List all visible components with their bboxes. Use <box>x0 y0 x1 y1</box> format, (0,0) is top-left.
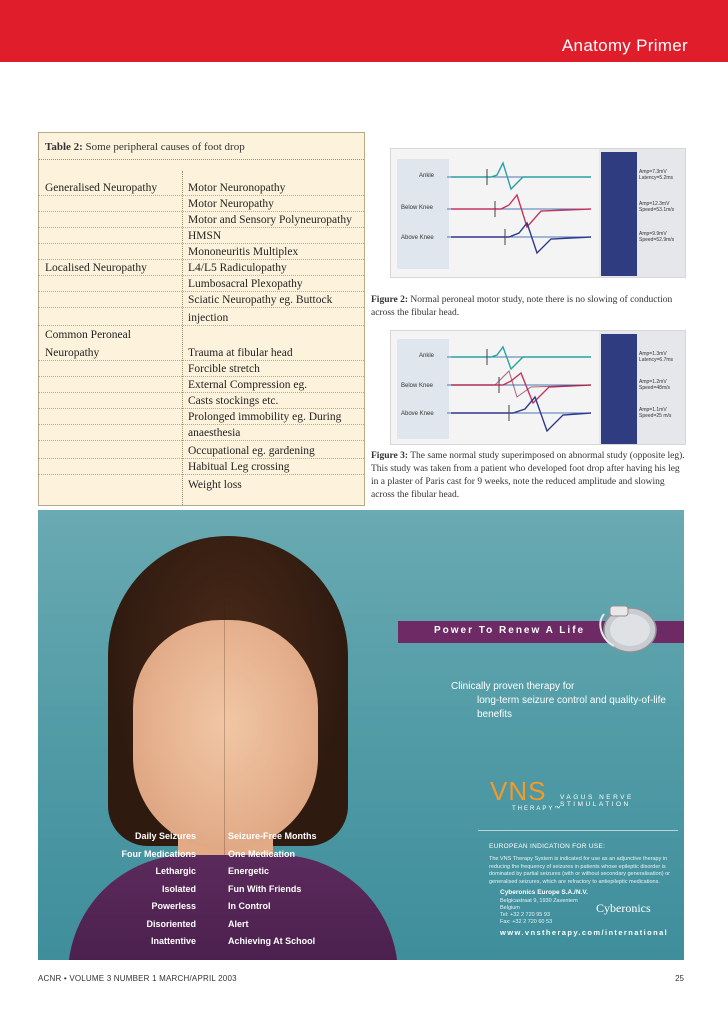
after-word: Alert <box>228 918 249 929</box>
trace-readout-ankle: Amp=7.3mV Latency=5.2ms <box>639 169 674 181</box>
before-word: Four Medications <box>121 848 196 859</box>
table-cell-cause: Motor Neuronopathy <box>188 182 286 194</box>
vns-therapy-advertisement <box>38 510 684 960</box>
table-cell-cause: anaesthesia <box>188 427 241 439</box>
indication-title: EUROPEAN INDICATION FOR USE: <box>489 843 606 850</box>
vns-logo <box>490 776 563 812</box>
figure-3-trace <box>390 330 686 445</box>
before-word: Powerless <box>151 901 196 911</box>
table-cell-category: Generalised Neuropathy <box>45 182 158 194</box>
table-caption <box>45 141 245 153</box>
pulse-generator-device-icon <box>596 600 660 656</box>
trace-readout-below-knee: Amp=12.3mV Speed=53.1m/s <box>639 201 675 213</box>
before-word: Isolated <box>161 883 196 894</box>
table-cell-cause: Sciatic Neuropathy eg. Buttock <box>188 294 333 306</box>
table-cell-cause: Motor Neuropathy <box>188 198 274 210</box>
page-number: 25 <box>675 974 684 983</box>
ad-divider <box>478 830 678 831</box>
figure-3-caption-text: The same normal study superimposed on abnormal study (opposite leg). This study was taken from a patient who developed foot drop after having his leg in a plaster of Paris cast for 9 weeks, note the reduced amplitude and slowing across the fibular head. <box>371 451 685 500</box>
indication-body: The VNS Therapy System is indicated for use as an adjunctive therapy in reducing the frequency of seizures in patients whose epileptic disorder is dominated by partial seizures (with or without secondary generalisation) or generalised seizures, which are refractory to antiepileptic medications. <box>489 856 670 885</box>
table-cell-cause: Forcible stretch <box>188 363 260 375</box>
figure-2-trace <box>390 148 686 278</box>
figure-2-caption-label: Figure 2: <box>371 295 409 305</box>
after-word: Seizure-Free Months <box>228 831 317 841</box>
before-word: Inattentive <box>150 936 196 946</box>
after-word: Achieving At School <box>228 936 316 946</box>
trace-readout-below-knee: Amp=1.2mV Speed=48m/s <box>639 379 670 391</box>
vns-logo-text: VNS <box>490 776 547 806</box>
section-title: Anatomy Primer <box>561 36 688 55</box>
nerve-conduction-trace <box>391 149 686 278</box>
header-bar <box>0 0 728 62</box>
cyberonics-logo: Cyberonics <box>596 901 651 915</box>
table-cell-cause: Habitual Leg crossing <box>188 461 290 473</box>
table-cell-cause: Occupational eg. gardening <box>188 445 315 457</box>
table-cell-cause: Casts stockings etc. <box>188 395 279 407</box>
before-word: Lethargic <box>155 866 196 876</box>
figure-2-caption <box>371 294 683 320</box>
trace-readout-ankle: Amp=1.3mV Latency=6.7ms <box>639 351 674 363</box>
trace-label-above-knee: Above Knee <box>401 235 434 241</box>
after-word: In Control <box>228 901 271 911</box>
after-word: Fun With Friends <box>228 883 302 894</box>
table-cell-category: Common Peroneal <box>45 329 131 341</box>
table-2 <box>38 132 365 506</box>
table-cell-cause: Mononeuritis Multiplex <box>188 246 299 258</box>
ad-tagline-line-1: Clinically proven therapy for <box>451 681 575 692</box>
trace-label-ankle: Ankle <box>419 353 435 359</box>
address-line: Fax: +32 2 720 60 53 <box>500 919 553 925</box>
table-cell-cause: L4/L5 Radiculopathy <box>188 262 287 274</box>
table-cell-cause: injection <box>188 312 229 324</box>
table-caption-text: Some peripheral causes of foot drop <box>85 141 245 153</box>
trace-label-below-knee: Below Knee <box>401 205 434 211</box>
ad-tagline <box>451 680 684 722</box>
company-name: Cyberonics Europe S.A./N.V. <box>500 889 588 896</box>
trace-label-ankle: Ankle <box>419 173 435 179</box>
portrait-split-line <box>224 600 225 860</box>
before-word: Daily Seizures <box>134 831 196 841</box>
after-words <box>228 828 317 951</box>
vns-logo-tagline: VAGUS NERVE STIMULATION <box>560 794 634 808</box>
address-line: Tel: +32 2 720 95 93 <box>500 912 550 918</box>
figure-3-caption-label: Figure 3: <box>371 451 409 461</box>
trace-readout-above-knee: Amp=9.9mV Speed=52.9m/s <box>639 231 675 243</box>
table-cell-cause: Prolonged immobility eg. During <box>188 411 342 423</box>
table-cell-category: Neuropathy <box>45 347 100 359</box>
ad-slogan: Power To Renew A Life <box>434 625 586 636</box>
table-cell-cause: Lumbosacral Plexopathy <box>188 278 303 290</box>
nerve-conduction-trace <box>391 331 686 445</box>
portrait-face <box>133 620 318 850</box>
before-words <box>121 828 196 951</box>
table-cell-cause: Weight loss <box>188 479 242 491</box>
trace-readout-above-knee: Amp=1.1mV Speed=25 m/s <box>639 407 672 419</box>
address-line: Belgicastraat 9, 1930 Zaventem <box>500 898 578 904</box>
table-cell-category: Localised Neuropathy <box>45 262 147 274</box>
table-cell-cause: External Compression eg. <box>188 379 308 391</box>
company-address <box>500 898 578 926</box>
table-cell-cause: HMSN <box>188 230 222 242</box>
figure-2-caption-text: Normal peroneal motor study, note there is no slowing of conduction across the fibular head. <box>371 295 673 318</box>
journal-footer: ACNR • VOLUME 3 NUMBER 1 MARCH/APRIL 2003 <box>38 974 237 983</box>
table-column-rule <box>182 171 183 505</box>
trace-label-above-knee: Above Knee <box>401 411 434 417</box>
vns-logo-subtext: THERAPY™ <box>512 806 563 812</box>
address-line: Belgium <box>500 905 520 911</box>
trace-label-below-knee: Below Knee <box>401 383 434 389</box>
table-header-rule <box>39 159 364 160</box>
after-word: One Medication <box>228 848 296 859</box>
before-word: Disoriented <box>146 918 196 929</box>
table-cell-cause: Trauma at fibular head <box>188 347 293 359</box>
after-word: Energetic <box>228 866 270 876</box>
ad-tagline-line-2: long-term seizure control and quality-of-life benefits <box>477 695 666 720</box>
table-caption-label: Table 2: <box>45 141 83 153</box>
figure-3-caption <box>371 450 685 502</box>
table-cell-cause: Motor and Sensory Polyneuropathy <box>188 214 352 226</box>
ad-website-link[interactable]: www.vnstherapy.com/international <box>500 928 669 937</box>
